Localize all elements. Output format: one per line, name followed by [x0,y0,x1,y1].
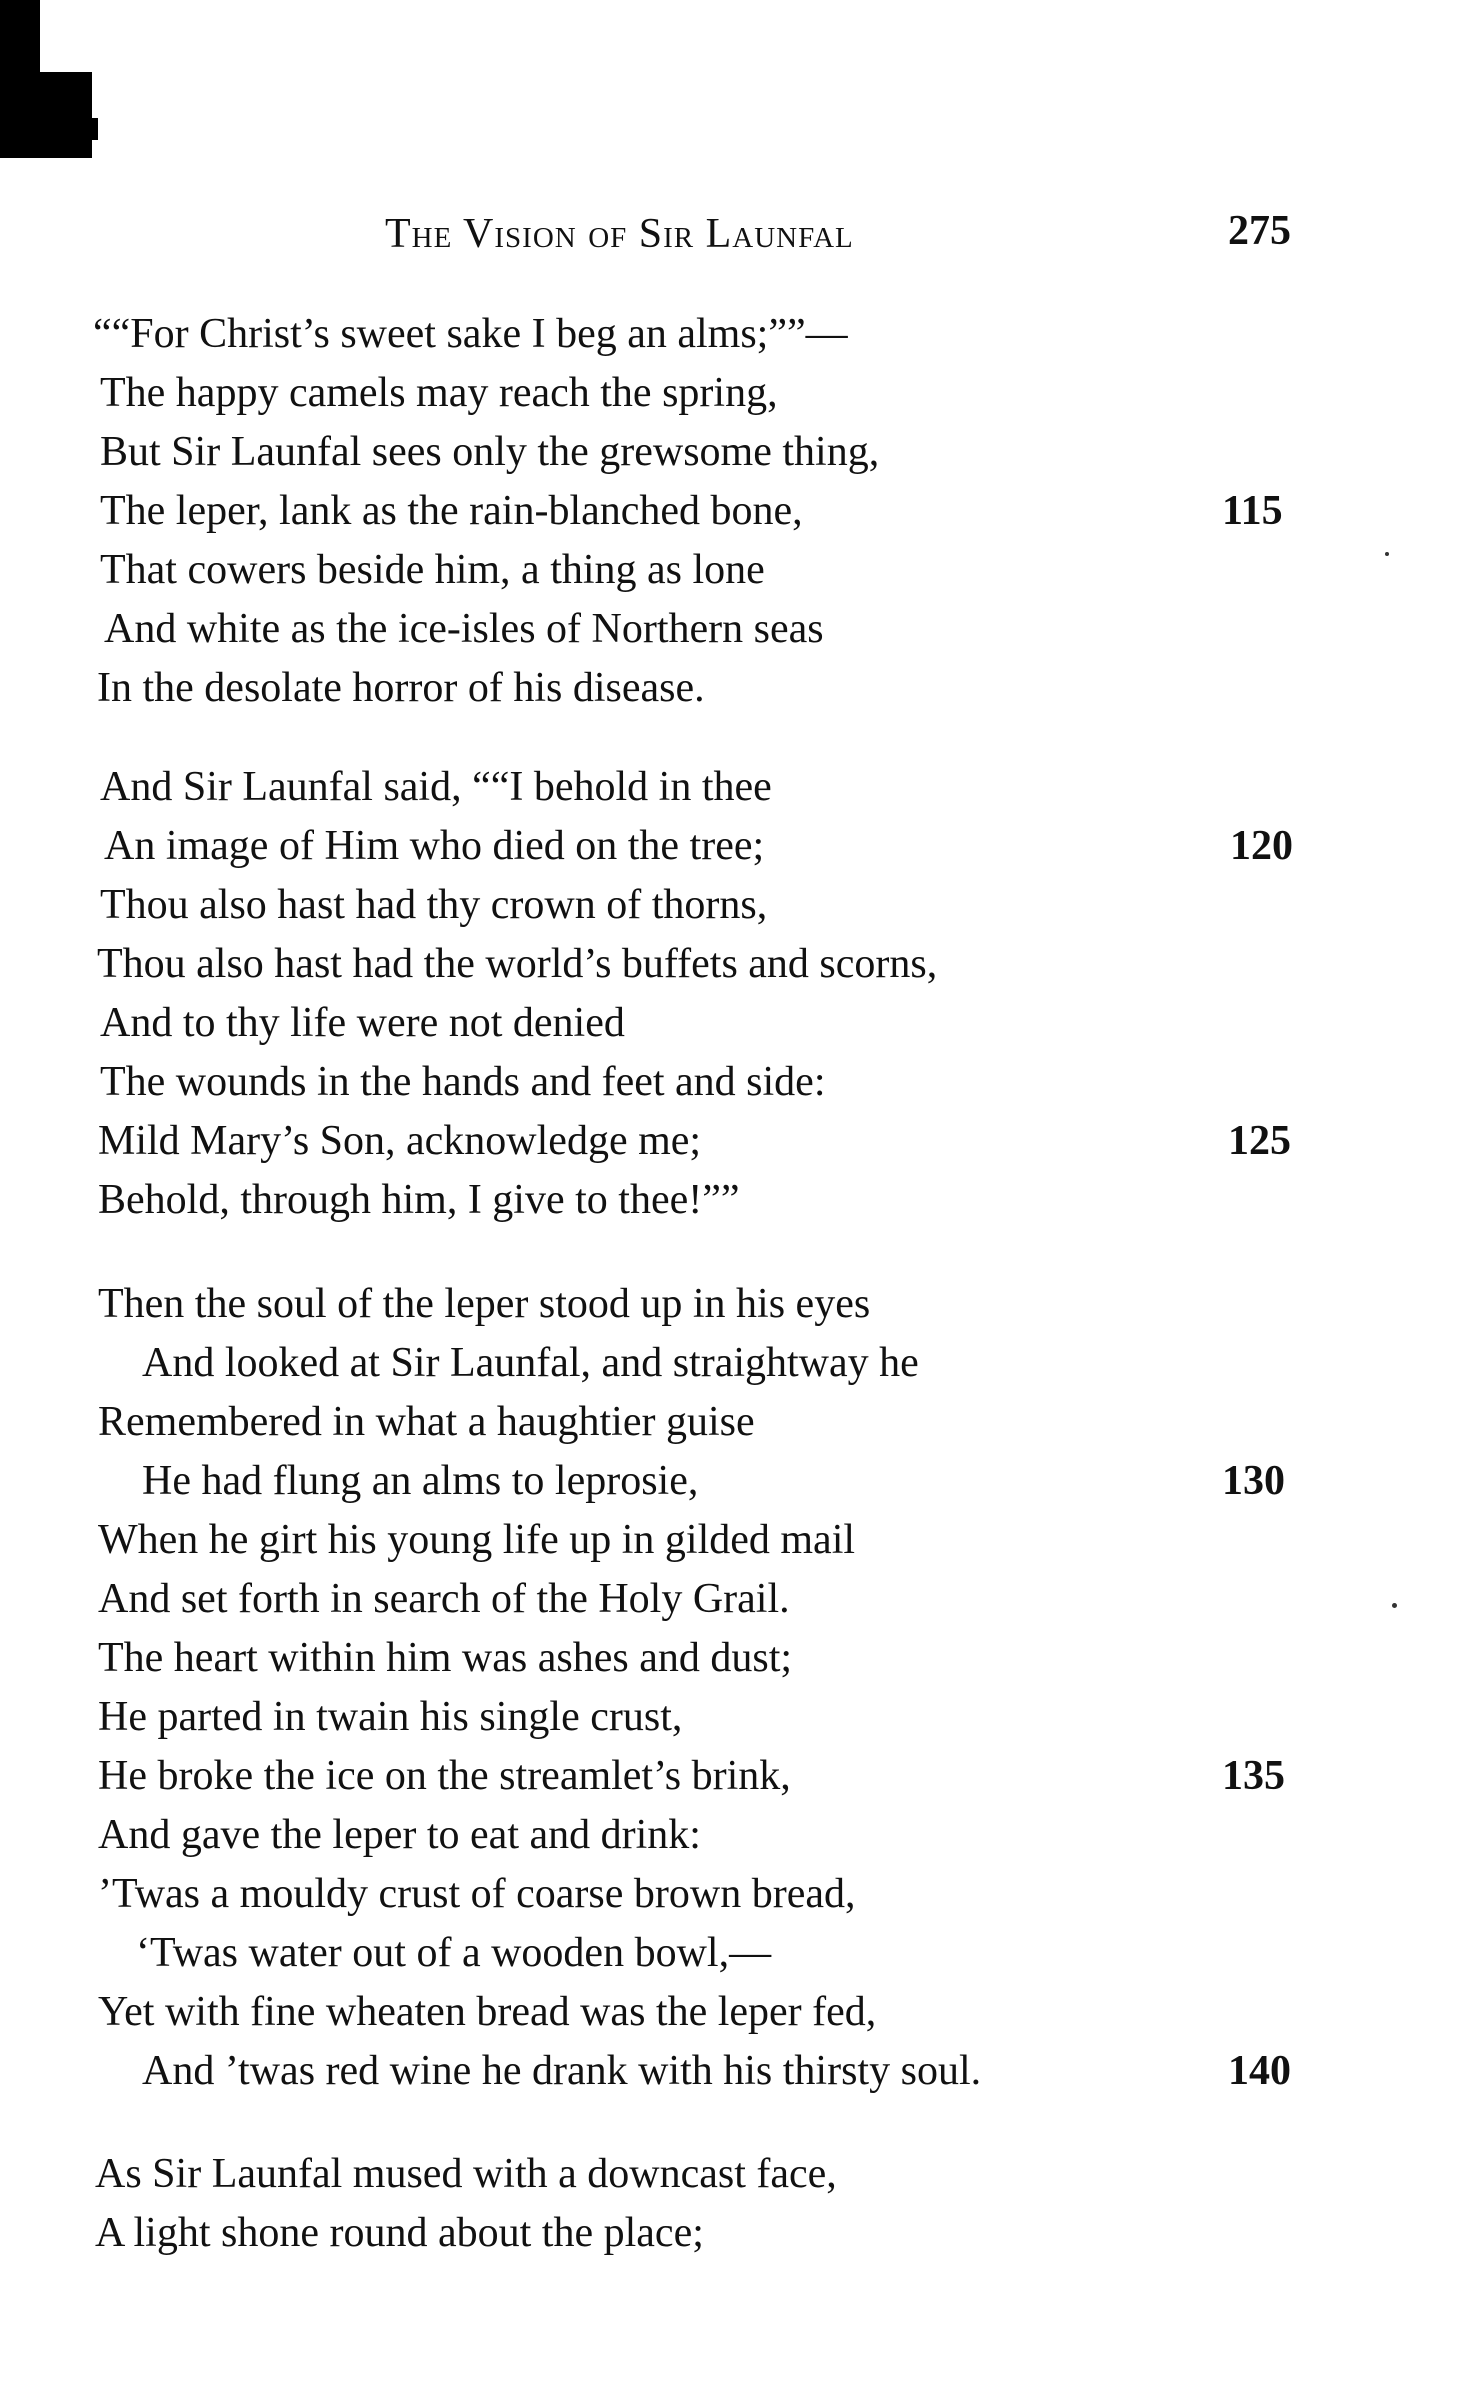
poem-line-text: Remembered in what a haughtier guise [98,1399,755,1445]
poem-line-text: ““For Christ’s sweet sake I beg an alms;””— [93,311,848,357]
poem-line-text: Yet with fine wheaten bread was the leper fed, [98,1989,877,2035]
poem-line-text: That cowers beside him, a thing as lone [100,547,765,593]
page-number: 275 [1228,208,1291,254]
poem-line-text: The leper, lank as the rain-blanched bone, [100,488,803,534]
poem-line-text: When he girt his young life up in gilded mail [98,1517,856,1563]
poem-line-text: The heart within him was ashes and dust; [98,1635,793,1681]
running-title: The Vision of Sir Launfal [385,211,854,257]
poem-line-text: Behold, through him, I give to thee!”” [98,1177,740,1223]
poem-line-text: ’Twas a mouldy crust of coarse brown bread, [98,1871,856,1917]
poem-line-text: Thou also hast had thy crown of thorns, [100,882,768,928]
line-number: 125 [1228,1118,1291,1164]
poem-line-text: He parted in twain his single crust, [98,1694,683,1740]
scan-speck [1392,1603,1397,1608]
poem-line-text: And to thy life were not denied [100,1000,625,1046]
poem-line-text: And white as the ice-isles of Northern seas [104,606,824,652]
line-number: 120 [1230,823,1293,869]
scan-corner-mark [0,0,1,1]
poem-line-text: An image of Him who died on the tree; [104,823,765,869]
poem-line-text: A light shone round about the place; [95,2210,704,2256]
scan-speck [1385,552,1389,556]
poem-line-text: But Sir Launfal sees only the grewsome thing, [100,429,880,475]
poem-line-text: Thou also hast had the world’s buffets and scorns, [97,941,938,987]
poem-line-text: Then the soul of the leper stood up in his eyes [98,1281,871,1327]
poem-line-text: As Sir Launfal mused with a downcast face, [95,2151,837,2197]
poem-line-text: The wounds in the hands and feet and side: [100,1059,826,1105]
line-number: 135 [1222,1753,1285,1799]
poem-line-text: And set forth in search of the Holy Grail. [98,1576,790,1622]
poem-line-text: And ’twas red wine he drank with his thirsty soul. [142,2048,982,2094]
poem-line-text: The happy camels may reach the spring, [100,370,778,416]
poem-line-text: He had flung an alms to leprosie, [142,1458,699,1504]
line-number: 115 [1222,488,1283,534]
poem-line-text: And looked at Sir Launfal, and straightway he [142,1340,919,1386]
poem-line-text: And gave the leper to eat and drink: [98,1812,701,1858]
line-number: 130 [1222,1458,1285,1504]
poem-line-text: In the desolate horror of his disease. [97,665,705,711]
poem-line-text: Mild Mary’s Son, acknowledge me; [98,1118,702,1164]
poem-line-text: ‘Twas water out of a wooden bowl,— [136,1930,772,1976]
poem-line-text: He broke the ice on the streamlet’s brink, [98,1753,791,1799]
line-number: 140 [1228,2048,1291,2094]
poem-line-text: And Sir Launfal said, ““I behold in thee [100,764,772,810]
